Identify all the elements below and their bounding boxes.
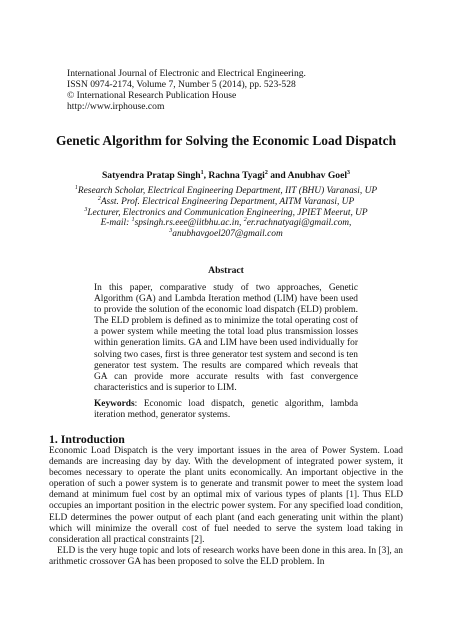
journal-copyright: © International Research Publication House: [67, 90, 237, 101]
email-address[interactable]: spsingh.rs.eee@iitbhu.ac.in,: [134, 218, 244, 229]
affiliation-line: [40, 197, 412, 208]
journal-name: International Journal of Electronic and Electrical Engineering.: [67, 68, 306, 79]
affiliation-superscript: 1: [74, 184, 78, 191]
email-superscript: 3: [169, 228, 173, 235]
affiliation-text: Asst. Prof. Electrical Engineering Department, AITM Varanasi, UP: [100, 196, 355, 207]
journal-url[interactable]: http://www.irphouse.com: [67, 101, 165, 112]
journal-header: [67, 68, 387, 112]
email-address[interactable]: anubhavgoel207@gmail.com: [172, 229, 283, 240]
affiliation-text: Research Scholar, Electrical Engineering Department, IIT (BHU) Varanasi, UP: [77, 186, 378, 196]
author-separator: ,: [203, 170, 209, 181]
email-address[interactable]: er.rachnatyagi@gmail.com,: [246, 218, 352, 229]
author-superscript: 3: [347, 169, 351, 176]
author-name: Satyendra Pratap Singh: [101, 170, 201, 181]
abstract-heading: Abstract: [208, 265, 244, 276]
keywords-text: : Economic load dispatch, genetic algorithm, lambda iteration method, generator systems.: [94, 399, 358, 421]
affiliations: [40, 186, 412, 240]
author-list: [20, 170, 432, 181]
email-line: [40, 218, 412, 229]
author-name: Rachna Tyagi: [208, 170, 265, 181]
keywords-label: Keywords: [94, 399, 135, 409]
paragraph: Economic Load Dispatch is the very important issues in the area of Power System. Load demands are increasing day by day. With the development of integrated power system, it becomes necessary to operate the plant units economically. An important objective in the operation of such a power system is to generate and transmit power to meet the system load demand at minimum fuel cost by an optimal mix of various types of plants [1]. Thus ELD occupies an important position in the electric power system. For any specified load condition, ELD determines the power output of each plant (and each generating unit within the plant) which will minimize the overall cost of fuel needed to serve the system load taking in consideration all practical constraints [2].: [49, 446, 403, 545]
introduction-body: [49, 446, 403, 568]
affiliation-superscript: 3: [84, 206, 88, 213]
author-superscript: 1: [200, 169, 204, 176]
affiliation-text: Lecturer, Electronics and Communication Engineering, JPIET Meerut, UP: [87, 207, 368, 218]
affiliation-superscript: 2: [97, 195, 101, 202]
abstract-text: In this paper, comparative study of two approaches, Genetic Algorithm (GA) and Lambda Iteration method (LIM) have been used to provide the solution of the economic load dispatch (ELD) problem. The ELD problem is defined as to minimize the total operating cost of a power system while meeting the total load plus transmission losses within generation limits. GA and LIM have been used individually for solving two cases, first is three generator test system and second is ten generator test system. The results are compared which reveals that GA can provide more accurate results with fast convergence characteristics and is superior to LIM.: [94, 283, 358, 393]
email-label: E-mail:: [100, 218, 132, 229]
author-name: Anubhav Goel: [287, 170, 348, 181]
affiliation-line: [40, 186, 412, 197]
section-heading-introduction: 1. Introduction: [49, 432, 125, 446]
affiliation-line: [40, 208, 412, 219]
journal-issn: ISSN 0974-2174, Volume 7, Number 5 (2014), pp. 523-528: [67, 79, 296, 90]
author-separator: and: [267, 170, 288, 181]
email-line: [40, 229, 412, 240]
paragraph: ELD is the very huge topic and lots of research works have been done in this area. In [3], an arithmetic crossover GA has been proposed to solve the ELD problem. In: [49, 545, 403, 567]
keywords: [94, 399, 358, 421]
paper-title: Genetic Algorithm for Solving the Economic Load Dispatch: [55, 133, 397, 148]
author-superscript: 2: [264, 169, 268, 176]
email-superscript: 1: [131, 217, 135, 224]
email-superscript: 2: [243, 217, 247, 224]
